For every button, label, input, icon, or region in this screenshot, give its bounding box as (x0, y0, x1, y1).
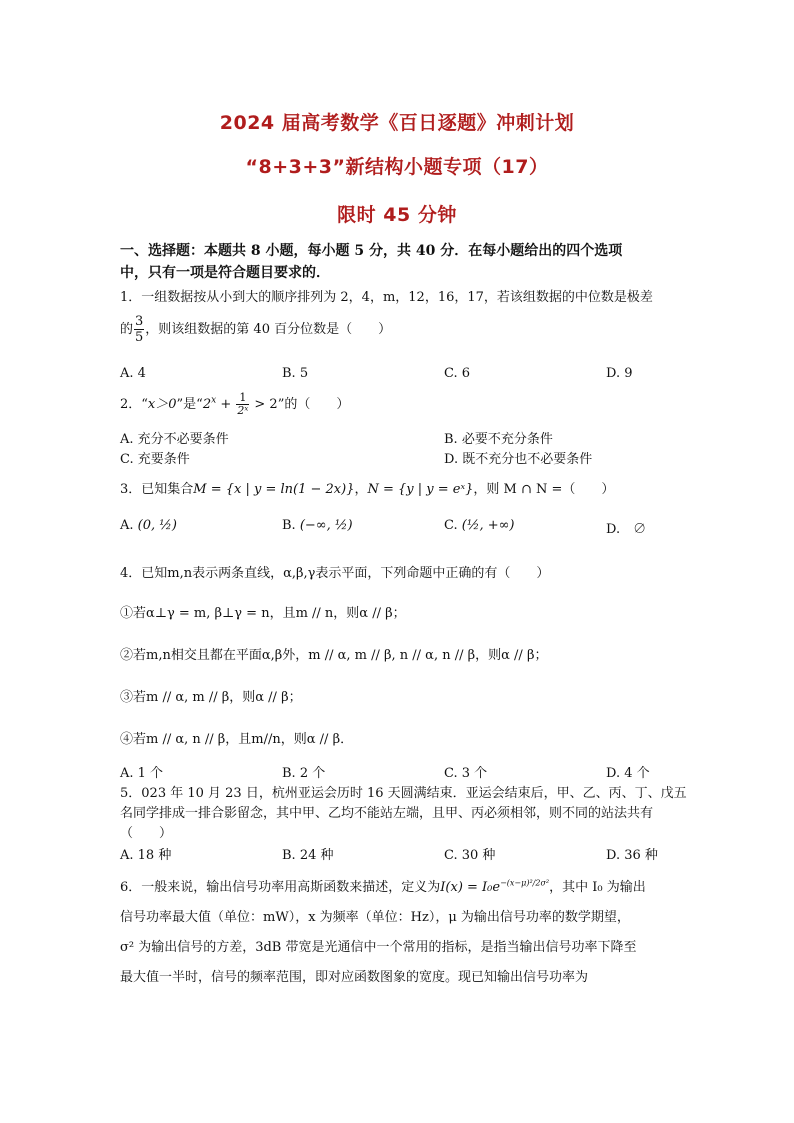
q5-option-a: A. 18 种 (120, 848, 172, 863)
q6-formula-exponent: −(x−μ)²/2σ² (500, 878, 550, 888)
q3-pre: 3．已知集合 (120, 482, 194, 497)
q2-pre: 2．“ (120, 397, 148, 412)
q3-option-d: D. ∅ (606, 522, 647, 537)
q2-plus: + (216, 397, 236, 412)
q6-stem-line1 (120, 876, 646, 895)
section-heading-line1: 一、选择题：本题共 8 小题，每小题 5 分，共 40 分．在每小题给出的四个选项 (120, 243, 623, 259)
q1-fraction (134, 314, 144, 345)
q5-stem-line1: 5．023 年 10 月 23 日，杭州亚运会历时 16 天圆满结束．亚运会结束后，甲、乙、丙、丁、戊五 (120, 786, 687, 801)
q5-option-c: C. 30 种 (444, 848, 496, 863)
q2-frac-num: 1 (236, 392, 249, 405)
q2-fraction (236, 392, 249, 417)
q2-cond2-base: 2 (202, 397, 212, 412)
q3-option-a (120, 518, 177, 533)
q5-option-b: B. 24 种 (282, 848, 334, 863)
q5-stem-line3: （ ） (120, 826, 173, 841)
q4-proposition-2: ②若m,n相交且都在平面α,β外，m // α, m // β, n // α, n // β，则α // β； (120, 648, 548, 663)
q1-option-d: D. 9 (606, 366, 633, 381)
q4-option-a: A. 1 个 (120, 766, 164, 781)
q3-post: ，则 M ∩ N =（ ） (473, 482, 615, 497)
q3-option-a-label: A. (120, 518, 134, 533)
q2-option-b: B. 必要不充分条件 (444, 432, 553, 447)
q2-stem (120, 392, 349, 417)
section-heading-line2: 中，只有一项是符合题目要求的． (120, 265, 330, 281)
q6-stem-line4: 最大值一半时，信号的频率范围，即对应函数图象的宽度。现已知输出信号功率为 (120, 970, 589, 985)
q3-option-b-label: B. (282, 518, 296, 533)
q2-option-c: C. 充要条件 (120, 452, 190, 467)
q3-option-c (444, 518, 515, 533)
q4-proposition-3: ③若m // α, m // β，则α // β； (120, 690, 302, 705)
q1-option-c: C. 6 (444, 366, 471, 381)
q4-option-d: D. 4 个 (606, 766, 650, 781)
q4-proposition-4: ④若m // α, n // β，且m//n，则α // β． (120, 732, 354, 747)
q2-cond2-rest: > 2 (250, 397, 278, 412)
q3-option-b (282, 518, 353, 533)
page-subtitle: “8+3+3”新结构小题专项（17） (245, 156, 549, 178)
time-limit: 限时 45 分钟 (337, 204, 457, 226)
q3-option-c-label: C. (444, 518, 458, 533)
q4-option-c: C. 3 个 (444, 766, 488, 781)
q2-option-a: A. 充分不必要条件 (120, 432, 229, 447)
q3-option-a-value: (0, ½) (137, 518, 177, 533)
q1-post: ，则该组数据的第 40 百分位数是（ ） (145, 322, 392, 337)
q1-pre: 的 (120, 322, 134, 337)
q4-option-b: B. 2 个 (282, 766, 326, 781)
q2-frac-den: 2ˣ (237, 404, 249, 417)
q3-stem (120, 478, 614, 497)
q1-frac-num: 3 (135, 314, 144, 329)
q3-sep: ， (354, 482, 368, 497)
q6-stem-line3: σ² 为输出信号的方差，3dB 带宽是光通信中一个常用的指标，是指当输出信号功率下降至 (120, 940, 637, 955)
q1-option-b: B. 5 (282, 366, 309, 381)
q6-line1-text: 6．一般来说，输出信号功率用高斯函数来描述，定义为 (120, 880, 441, 895)
q5-option-d: D. 36 种 (606, 848, 658, 863)
q1-stem-line2 (120, 314, 391, 345)
q2-option-d: D. 既不充分也不必要条件 (444, 452, 593, 467)
q4-stem: 4．已知m,n表示两条直线，α,β,γ表示平面，下列命题中正确的有（ ） (120, 566, 550, 581)
q5-stem-line2: 名同学排成一排合影留念，其中甲、乙均不能站左端，且甲、丙必须相邻，则不同的站法共有 (120, 806, 654, 821)
q2-post: ”的（ ） (277, 397, 350, 412)
q2-mid: ”是“ (176, 397, 203, 412)
q6-line1-rest: ，其中 I₀ 为输出 (549, 880, 646, 895)
q3-set-m: M = {x | y = ln(1 − 2x)} (193, 482, 355, 497)
q3-option-b-value: (−∞, ½) (299, 518, 353, 533)
q6-stem-line2: 信号功率最大值（单位：mW），x 为频率（单位：Hz），μ 为输出信号功率的数学期望， (120, 910, 630, 925)
page-title: 2024 届高考数学《百日逐题》冲刺计划 (219, 112, 575, 134)
q1-stem-line1: 1．一组数据按从小到大的顺序排列为 2，4，m，12，16，17，若该组数据的中位数是极差 (120, 290, 653, 305)
q3-option-c-value: (½, +∞) (461, 518, 515, 533)
q4-proposition-1: ①若α⊥γ = m, β⊥γ = n，且m // n，则α // β； (120, 606, 406, 621)
q2-cond1: x＞0 (147, 397, 177, 412)
q3-set-n: N = {y | y = eˣ} (367, 482, 474, 497)
q1-frac-den: 5 (135, 330, 144, 345)
q2-cond2-sup: x (211, 395, 217, 406)
q1-option-a: A. 4 (120, 366, 146, 381)
q6-formula: I(x) = I₀e (440, 880, 501, 895)
